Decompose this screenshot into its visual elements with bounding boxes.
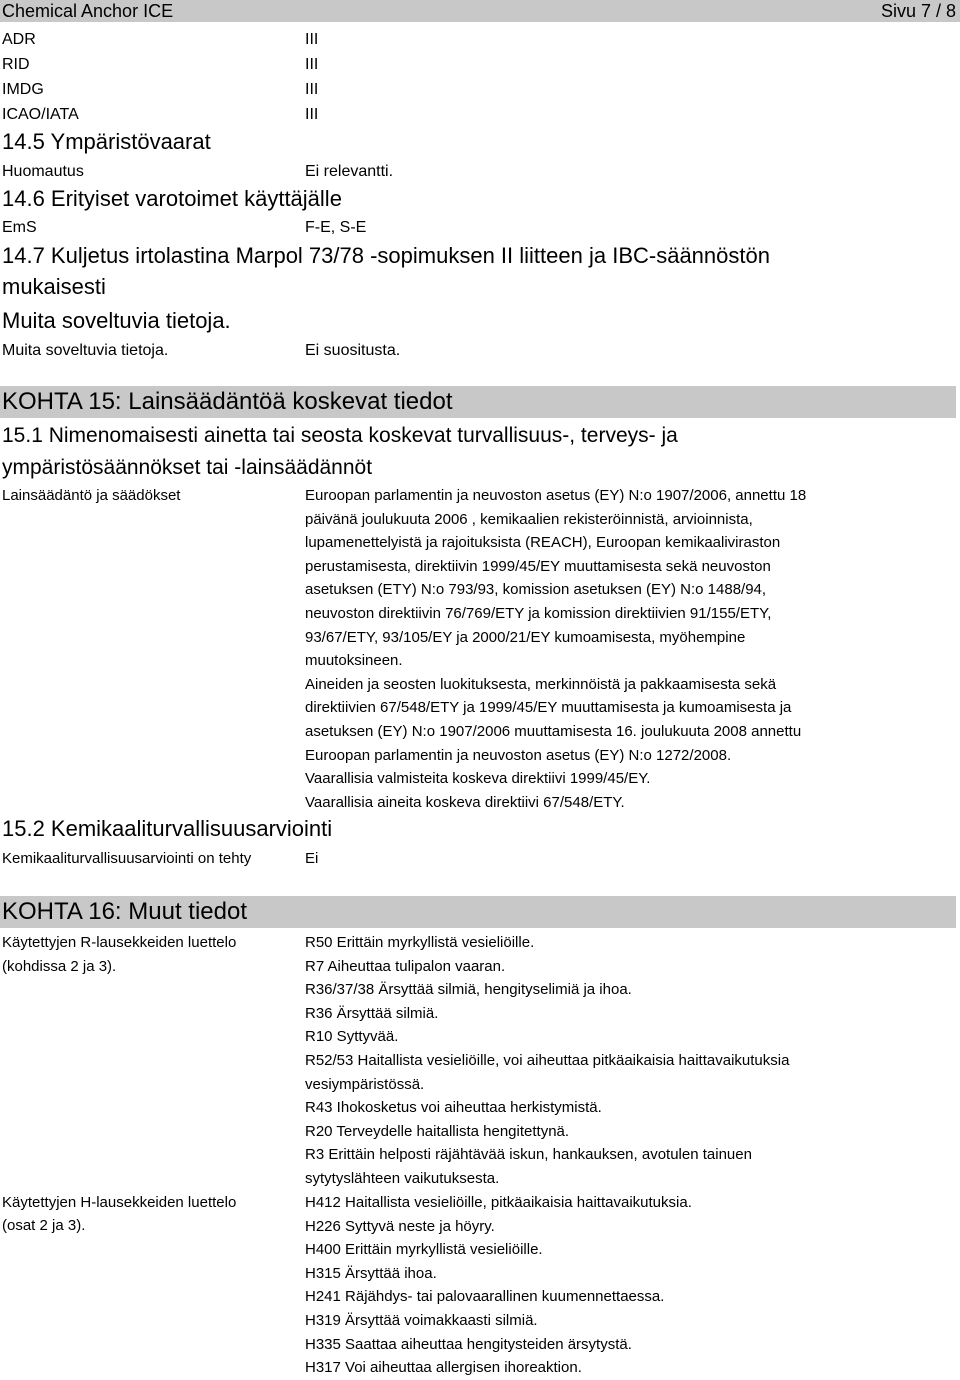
page-number: Sivu 7 / 8 xyxy=(880,1,956,21)
legislation-line: päivänä joulukuuta 2006 , kemikaalien rekisteröinnistä, arvioinnista, xyxy=(305,510,753,528)
transport-label-icao: ICAO/IATA xyxy=(2,106,79,123)
h-phrase: H335 Saattaa aiheuttaa hengitysteiden ärsytystä. xyxy=(305,1335,632,1353)
legislation-line: Aineiden ja seosten luokituksesta, merkinnöistä ja pakkaamisesta sekä xyxy=(305,675,777,693)
h-phrases-label-line1: Käytettyjen H-lausekkeiden luettelo xyxy=(2,1194,237,1211)
r-phrase: R36/37/38 Ärsyttää silmiä, hengityselimiä ja ihoa. xyxy=(305,981,632,999)
csa-label: Kemikaaliturvallisuusarviointi on tehty xyxy=(2,850,252,867)
section-15-title: KOHTA 15: Lainsäädäntöä koskevat tiedot xyxy=(2,388,453,415)
legislation-line: asetuksen (ETY) N:o 793/93, komission asetuksen (EY) N:o 1488/94, xyxy=(305,581,767,599)
r-phrases-label-line1: Käytettyjen R-lausekkeiden luettelo xyxy=(2,934,237,951)
r-phrase: R7 Aiheuttaa tulipalon vaaran. xyxy=(305,957,506,975)
ems-value: F-E, S-E xyxy=(305,219,367,236)
section-16-title: KOHTA 16: Muut tiedot xyxy=(2,898,248,925)
legislation-text xyxy=(305,484,806,814)
transport-value-imdg: III xyxy=(305,81,319,98)
transport-value-icao: III xyxy=(305,106,319,123)
document-title: Chemical Anchor ICE xyxy=(2,1,174,21)
h-phrase: H315 Ärsyttää ihoa. xyxy=(305,1264,437,1282)
note-label: Huomautus xyxy=(2,163,84,180)
subheading-other-info: Muita soveltuvia tietoja. xyxy=(2,308,231,333)
csa-value: Ei xyxy=(305,850,319,867)
note-value: Ei relevantti. xyxy=(305,163,394,180)
legislation-label: Lainsäädäntö ja säädökset xyxy=(2,487,181,504)
r-phrase: R3 Erittäin helposti räjähtävää iskun, hankauksen, avotulen tainuen xyxy=(305,1146,752,1164)
legislation-line: neuvoston direktiivin 76/769/ETY ja komission direktiivien 91/155/ETY, xyxy=(305,604,772,622)
heading-14-5: 14.5 Ympäristövaarat xyxy=(2,129,211,154)
r-phrase: R10 Syttyvää. xyxy=(305,1028,399,1046)
legislation-line: Euroopan parlamentin ja neuvoston asetus (EY) N:o 1907/2006, annettu 18 xyxy=(305,487,807,504)
r-phrase: R50 Erittäin myrkyllistä vesieliöille. xyxy=(305,934,535,951)
section-16-band xyxy=(0,896,956,928)
r-phrase: R52/53 Haitallista vesieliöille, voi aiheuttaa pitkäaikaisia haittavaikutuksia xyxy=(305,1051,790,1069)
legislation-line: perustamisesta, direktiivin 1999/45/EY muuttamisesta sekä neuvoston xyxy=(305,557,771,575)
legislation-line: 93/67/ETY, 93/105/EY ja 2000/21/EY kumoamisesta, myöhempine xyxy=(305,628,746,646)
h-phrase: H412 Haitallista vesieliöille, pitkäaikaisia haittavaikutuksia. xyxy=(305,1194,692,1211)
h-phrases-label-line2: (osat 2 ja 3). xyxy=(2,1217,86,1234)
h-phrase: H317 Voi aiheuttaa allergisen ihoreaktion. xyxy=(305,1359,582,1377)
h-phrase: H319 Ärsyttää voimakkaasti silmiä. xyxy=(305,1311,538,1329)
heading-14-6: 14.6 Erityiset varotoimet käyttäjälle xyxy=(2,186,342,211)
r-phrase: vesiympäristössä. xyxy=(305,1075,425,1093)
transport-label-imdg: IMDG xyxy=(2,81,44,98)
ems-label: EmS xyxy=(2,219,37,236)
heading-14-7-line1: 14.7 Kuljetus irtolastina Marpol 73/78 -sopimuksen II liitteen ja IBC-säännöstön xyxy=(2,243,770,268)
legislation-line: Euroopan parlamentin ja neuvoston asetus (EY) N:o 1272/2008. xyxy=(305,746,732,764)
heading-15-2: 15.2 Kemikaaliturvallisuusarviointi xyxy=(2,816,333,841)
r-phrase: R20 Terveydelle haitallista hengitettynä. xyxy=(305,1122,570,1140)
legislation-line: muutoksineen. xyxy=(305,652,403,670)
legislation-line: Vaarallisia valmisteita koskeva direktiivi 1999/45/EY. xyxy=(305,770,651,788)
section-15-band xyxy=(0,386,956,418)
heading-15-1-line2: ympäristösäännökset tai -lainsäädännöt xyxy=(2,456,373,479)
h-phrase: H241 Räjähdys- tai palovaarallinen kuumennettaessa. xyxy=(305,1288,665,1306)
h-phrase: H226 Syttyvä neste ja höyry. xyxy=(305,1217,495,1235)
r-phrase: sytytyslähteen vaikutuksesta. xyxy=(305,1169,500,1187)
transport-value-rid: III xyxy=(305,56,319,73)
other-info-label: Muita soveltuvia tietoja. xyxy=(2,342,169,359)
transport-label-adr: ADR xyxy=(2,31,36,48)
heading-15-1-line1: 15.1 Nimenomaisesti ainetta tai seosta koskevat turvallisuus-, terveys- ja xyxy=(2,424,678,447)
other-info-value: Ei suositusta. xyxy=(305,342,401,359)
transport-value-adr: III xyxy=(305,31,319,48)
legislation-line: direktiivien 67/548/ETY ja 1999/45/EY muuttamisesta ja kumoamisesta ja xyxy=(305,699,792,717)
r-phrase: R36 Ärsyttää silmiä. xyxy=(305,1004,439,1022)
h-phrases-list xyxy=(305,1191,692,1380)
heading-14-7-line2: mukaisesti xyxy=(2,274,106,299)
r-phrases-list xyxy=(305,931,789,1191)
h-phrase: H400 Erittäin myrkyllistä vesieliöille. xyxy=(305,1241,543,1259)
legislation-line: Vaarallisia aineita koskeva direktiivi 67/548/ETY. xyxy=(305,793,625,811)
r-phrase: R43 Ihokosketus voi aiheuttaa herkistymistä. xyxy=(305,1099,602,1117)
transport-label-rid: RID xyxy=(2,56,30,73)
legislation-line: asetuksen (EY) N:o 1907/2006 muuttamisesta 16. joulukuuta 2008 annettu xyxy=(305,722,802,740)
legislation-line: lupamenettelyistä ja rajoituksista (REACH), Euroopan kemikaaliviraston xyxy=(305,534,781,552)
r-phrases-label-line2: (kohdissa 2 ja 3). xyxy=(2,958,117,975)
